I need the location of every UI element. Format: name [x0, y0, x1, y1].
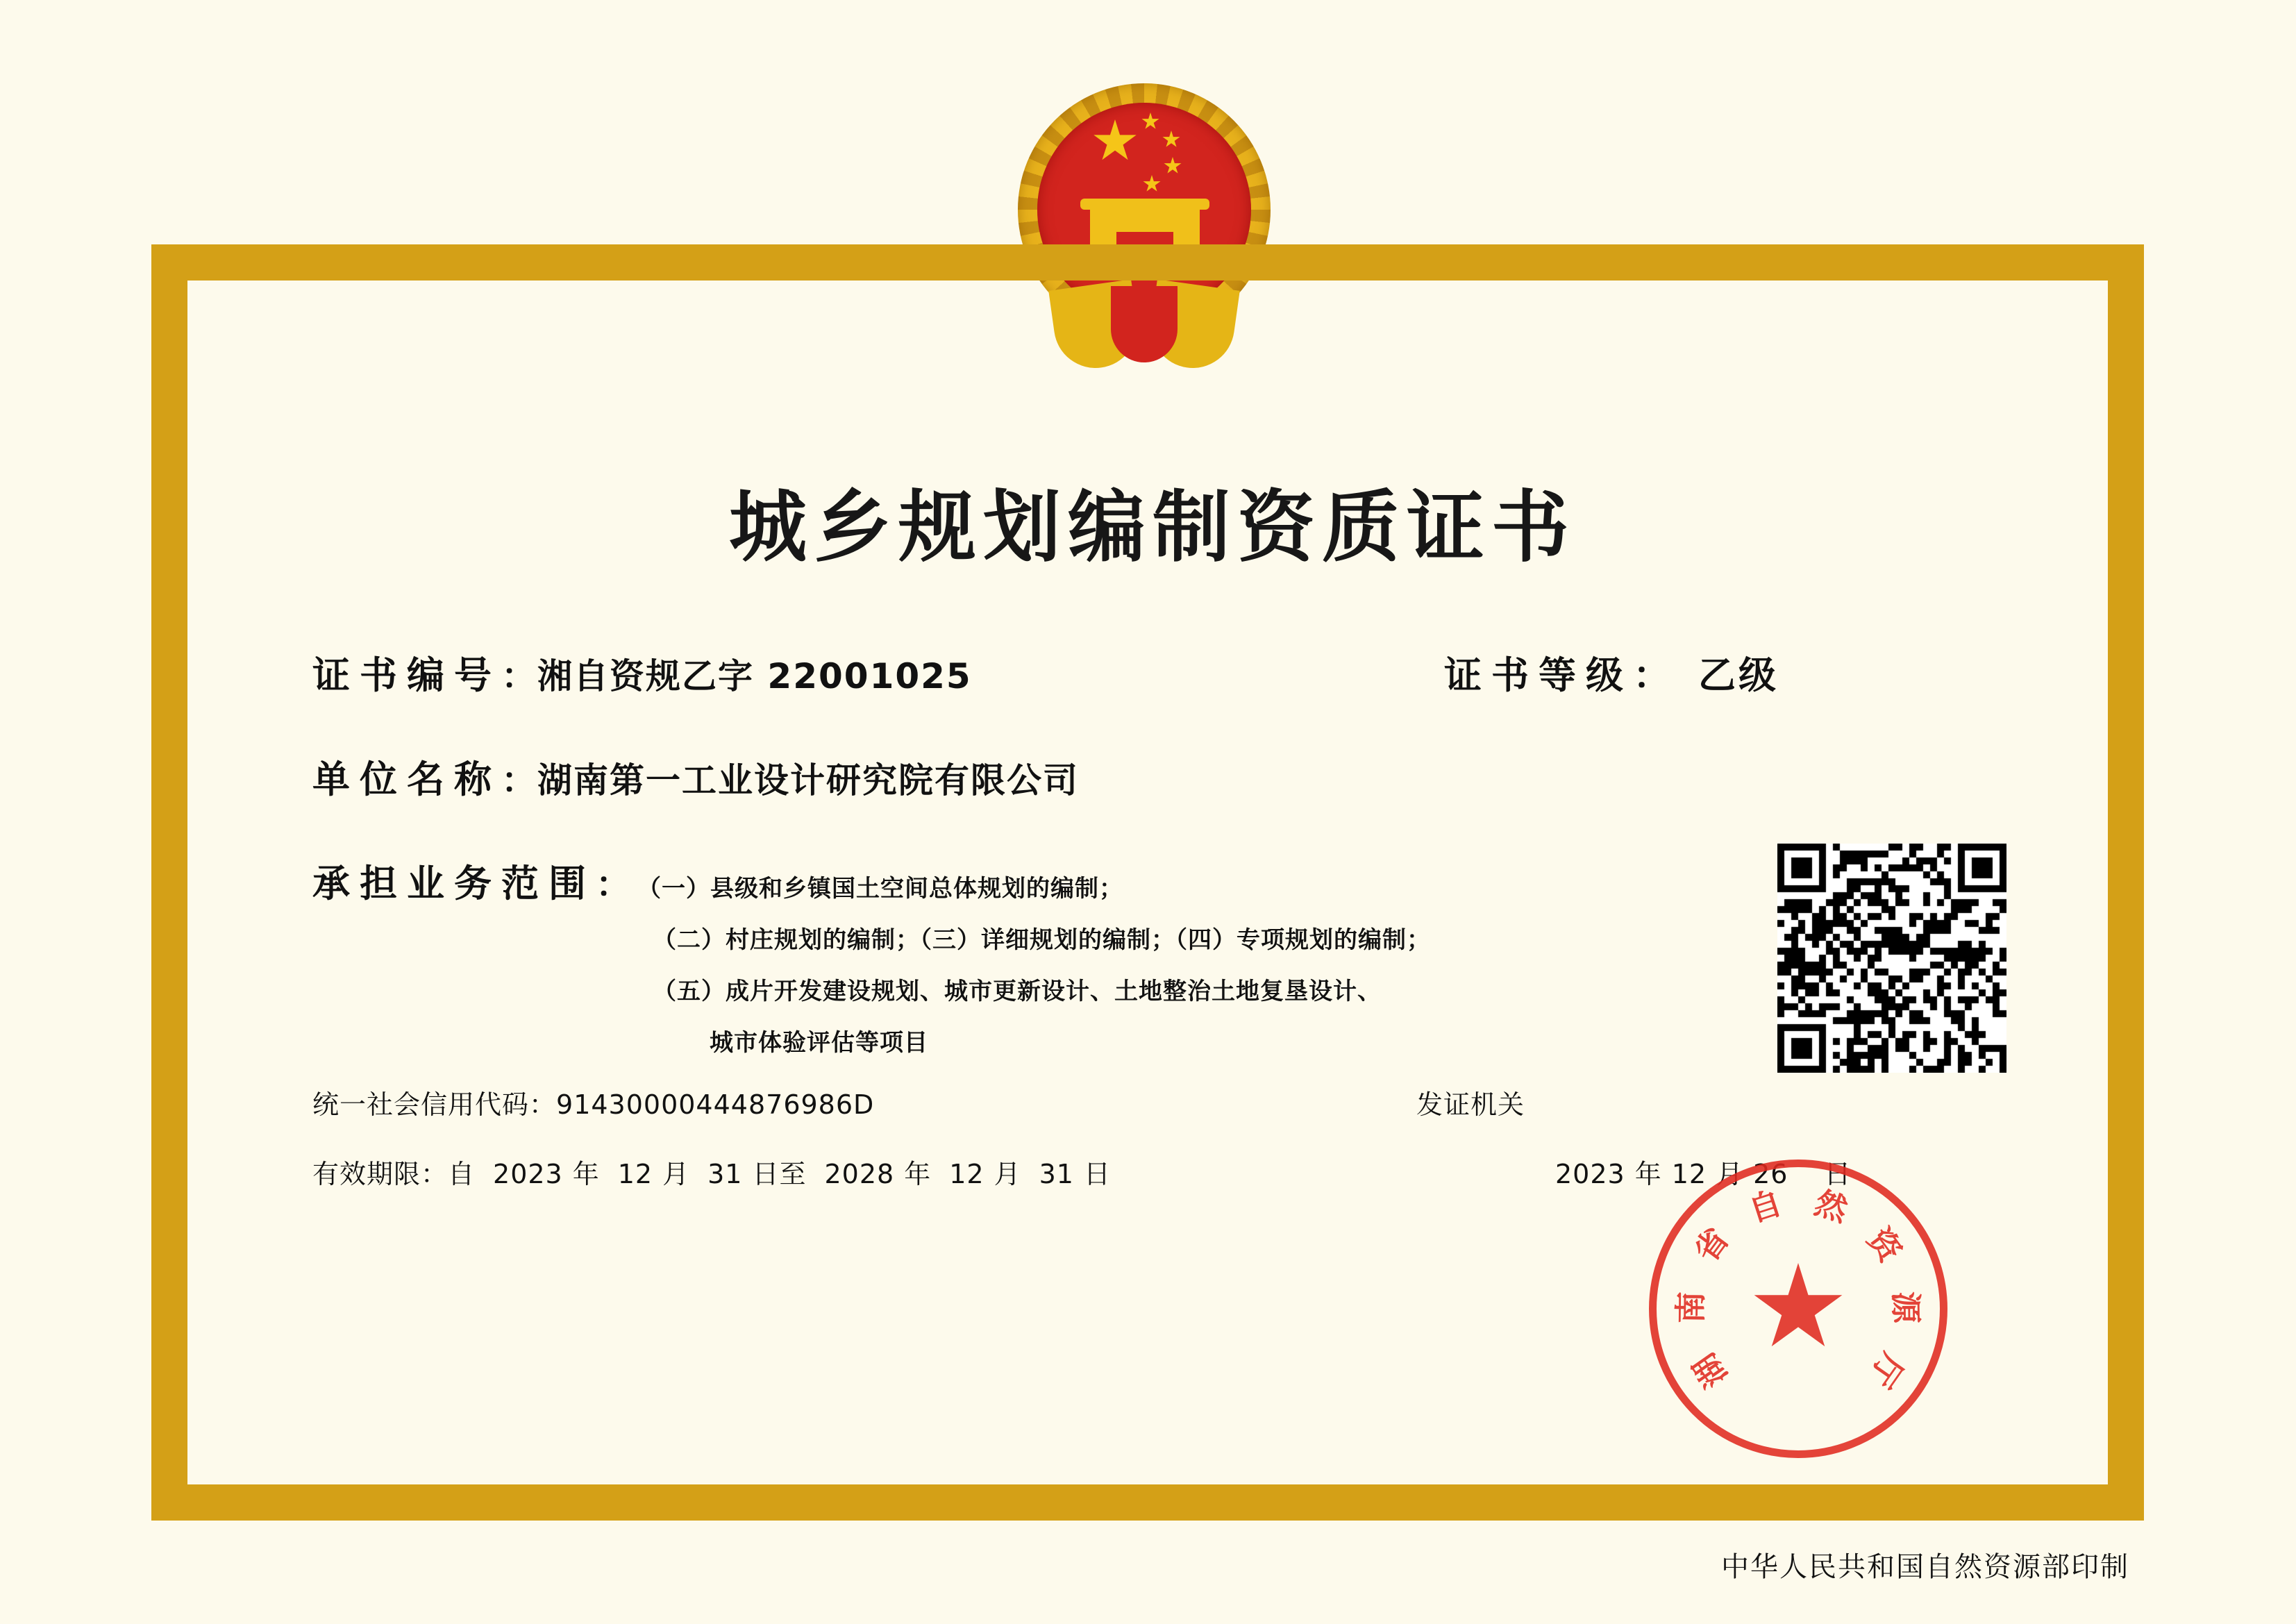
- issue-date-month-unit: 月: [1716, 1159, 1744, 1189]
- border-left: [151, 244, 206, 1521]
- qr-code[interactable]: [1777, 844, 2006, 1073]
- credit-code-row: [312, 1083, 874, 1121]
- seal-char: 湖: [1685, 1346, 1735, 1395]
- unit-name-row: [312, 750, 1079, 803]
- issue-date-month: 12: [1671, 1159, 1707, 1189]
- certificate-number-row: [312, 646, 972, 699]
- certificate-number-colon: ：: [501, 656, 537, 696]
- validity-to-day-unit: 日: [1083, 1159, 1111, 1189]
- validity-from-day-unit: 日至: [752, 1159, 807, 1189]
- border-top: [151, 244, 2144, 299]
- credit-code-label: 统一社会信用代码：: [312, 1089, 557, 1120]
- validity-from-month: 12: [617, 1159, 653, 1189]
- seal-char: 省: [1686, 1221, 1736, 1269]
- credit-code-value: 91430000444876986D: [556, 1089, 875, 1120]
- border-right: [2090, 244, 2144, 1521]
- certificate-grade-value: 乙级: [1698, 653, 1779, 697]
- border-bottom: [151, 1466, 2144, 1521]
- certificate-title: 城乡规划编制资质证书: [729, 483, 1576, 573]
- seal-char: 自: [1744, 1183, 1786, 1230]
- issue-date-year: 2023: [1555, 1159, 1625, 1189]
- emblem-star-small-3: [1164, 157, 1182, 175]
- validity-from-day: 31: [707, 1159, 743, 1189]
- validity-from-year: 2023: [493, 1159, 563, 1189]
- issue-date-day: 26: [1753, 1159, 1788, 1189]
- official-red-seal: [1649, 1160, 1947, 1458]
- emblem-star-small-2: [1162, 131, 1180, 149]
- business-scope-line-2: （二）村庄规划的编制；（三）详细规划的编制；（四）专项规划的编制；: [653, 926, 1431, 954]
- business-scope-label: 承担业务范围: [312, 862, 596, 905]
- business-scope-line-1: （一）县级和乡镇国土空间总体规划的编制；: [637, 875, 1123, 903]
- validity-label: 有效期限：自: [312, 1159, 476, 1189]
- seal-char: 源: [1886, 1291, 1925, 1324]
- certificate-number-label: 证书编号: [312, 653, 501, 697]
- qr-code-canvas: [1777, 844, 2006, 1073]
- business-scope-line-4: 城市体验评估等项目: [710, 1029, 928, 1057]
- seal-char: 厅: [1861, 1346, 1911, 1395]
- unit-name-colon: ：: [501, 760, 537, 801]
- unit-name-value: 湖南第一工业设计研究院有限公司: [537, 760, 1079, 801]
- certificate-grade-label: 证书等级：: [1444, 653, 1680, 697]
- seal-char: 南: [1671, 1291, 1710, 1324]
- footer-printed-by: 中华人民共和国自然资源部印制: [1721, 1551, 2129, 1583]
- business-scope-colon: ：: [596, 864, 632, 905]
- validity-to-day: 31: [1039, 1159, 1074, 1189]
- certificate-grade-row: [1444, 646, 1779, 699]
- emblem-star-small-4: [1143, 175, 1161, 193]
- business-scope-row: [312, 854, 1431, 1069]
- validity-from-year-unit: 年: [572, 1159, 600, 1189]
- unit-name-label: 单位名称: [312, 757, 501, 801]
- validity-to-year-unit: 年: [904, 1159, 932, 1189]
- business-scope-line-3: （五）成片开发建设规划、城市更新设计、土地整治土地复垦设计、: [653, 978, 1382, 1005]
- issue-date-year-unit: 年: [1634, 1159, 1662, 1189]
- issue-date-day-unit: 日: [1824, 1159, 1852, 1189]
- seal-char: 资: [1860, 1221, 1910, 1269]
- emblem-star-small-1: [1141, 112, 1159, 131]
- validity-to-month: 12: [949, 1159, 984, 1189]
- seal-ring-text: [1649, 1160, 1947, 1458]
- validity-to-year: 2028: [824, 1159, 895, 1189]
- validity-to-month-unit: 月: [994, 1159, 1021, 1189]
- certificate-number-value: 湘自资规乙字 22001025: [537, 656, 972, 696]
- business-scope-list: [637, 863, 1431, 1069]
- validity-from-month-unit: 月: [662, 1159, 690, 1189]
- seal-char: 然: [1810, 1183, 1852, 1230]
- validity-period-row: [312, 1153, 1111, 1191]
- issuing-authority-label: 发证机关: [1416, 1089, 1525, 1120]
- emblem-star-large: [1093, 119, 1137, 164]
